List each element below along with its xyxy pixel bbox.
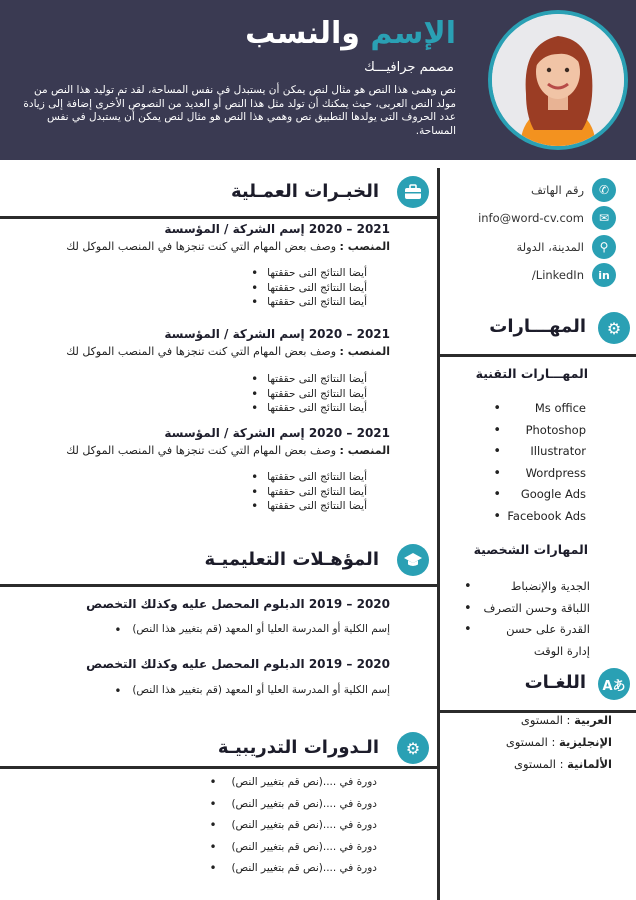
- contact-location: [446, 235, 616, 259]
- technical-skills-list: [493, 398, 586, 527]
- envelope-icon: ✉: [592, 206, 616, 230]
- profile-photo: [492, 14, 624, 146]
- role-text: وصف بعض المهام التي كنت تنجزها في المنصب الموكل لك: [66, 444, 337, 457]
- role-text: وصف بعض المهام التي كنت تنجزها في المنصب الموكل لك: [66, 240, 337, 253]
- courses-title: الـدورات التدريبيـة: [217, 737, 379, 758]
- education-detail: [114, 684, 390, 696]
- header-banner: [0, 0, 636, 160]
- list-item: Photoshop •: [493, 420, 586, 442]
- gear-icon: ⚙: [397, 732, 429, 764]
- candidate-name: [245, 16, 456, 51]
- list-item: أيضا النتائج التى حققتها •: [251, 295, 367, 310]
- list-item: أيضا النتائج التى حققتها •: [251, 470, 367, 485]
- language-name: الإنجليزية: [559, 735, 612, 749]
- list-item: Ms office •: [493, 398, 586, 420]
- experience-title: الخبـرات العمـلية: [230, 181, 379, 202]
- language-item: [506, 735, 612, 749]
- personal-skills-title: المهارات الشخصية: [473, 542, 588, 557]
- list-item: أيضا النتائج التى حققتها •: [251, 281, 367, 296]
- achievements-list: [251, 372, 367, 416]
- cap-shape: [403, 552, 423, 568]
- job-heading: 2021 – 2020 إسم الشركة / المؤسسة: [164, 327, 390, 341]
- courses-underline: [0, 766, 437, 769]
- translate-icon: Aあ: [598, 668, 630, 700]
- briefcase-shape: [404, 184, 422, 200]
- contact-email: [446, 206, 616, 230]
- language-level: : المستوى: [513, 757, 564, 771]
- name-second-part: والنسب: [245, 16, 360, 51]
- graduation-cap-icon: [397, 544, 429, 576]
- education-heading: 2020 – 2019 الدبلوم المحصل عليه وكذلك التخصص: [86, 597, 390, 611]
- languages-title: اللغـات: [524, 672, 586, 693]
- location-pin-icon: ⚲: [592, 235, 616, 259]
- list-item: الجدية والإنضباط •: [464, 576, 590, 598]
- role-text: وصف بعض المهام التي كنت تنجزها في المنصب الموكل لك: [66, 345, 337, 358]
- skills-underline: [440, 354, 636, 357]
- phone-icon: ✆: [592, 178, 616, 202]
- linkedin-text: /LinkedIn: [531, 268, 584, 282]
- list-item: أيضا النتائج التى حققتها •: [251, 372, 367, 387]
- language-level: : المستوى: [520, 713, 571, 727]
- list-item: دورة في ....(نص قم بتغيير النص) •: [209, 815, 377, 837]
- list-item: أيضا النتائج التى حققتها •: [251, 485, 367, 500]
- contact-phone: [446, 178, 616, 202]
- list-item: أيضا النتائج التى حققتها •: [251, 266, 367, 281]
- main-column: [0, 160, 437, 900]
- language-level: : المستوى: [505, 735, 556, 749]
- briefcase-icon: [397, 176, 429, 208]
- list-item: أيضا النتائج التى حققتها •: [251, 499, 367, 514]
- role-label: المنصب :: [339, 240, 390, 253]
- email-text: info@word-cv.com: [478, 211, 584, 225]
- linkedin-icon: in: [592, 263, 616, 287]
- list-item: دورة في ....(نص قم بتغيير النص) •: [209, 858, 377, 880]
- list-item: Illustrator •: [493, 441, 586, 463]
- achievements-list: [251, 470, 367, 514]
- contact-linkedin: [446, 263, 616, 287]
- list-item: Google Ads •: [493, 484, 586, 506]
- list-item: اللباقة وحسن التصرف •: [464, 598, 590, 620]
- courses-list: [209, 772, 377, 880]
- profile-photo-frame: [488, 10, 628, 150]
- profile-summary: نص وهمى هذا النص هو مثال لنص يمكن أن يستبدل في نفس المساحة، لقد تم توليد هذا النص من مولد النص العربى، حيث يمكنك أن تولد مثل هذا النص أو العديد من النصوص الأخرى إضافة إلى زيادة عدد الحروف التى يولدها التطبيق نص وهمي هذا النص هو مثال لنص يمكن أن يستبدل في نفس المساحة.: [23, 84, 456, 137]
- job-role: [66, 240, 390, 253]
- list-item: القدرة على حسن إدارة الوقت •: [464, 619, 590, 662]
- list-item: إسم الكلية أو المدرسة العليا أو المعهد (قم بتغيير هذا النص) •: [114, 684, 390, 696]
- list-item: دورة في ....(نص قم بتغيير النص) •: [209, 794, 377, 816]
- experience-underline: [0, 216, 437, 219]
- education-detail: [114, 623, 390, 635]
- role-label: المنصب :: [339, 444, 390, 457]
- sidebar: [440, 160, 636, 900]
- list-item: Wordpress •: [493, 463, 586, 485]
- list-item: أيضا النتائج التى حققتها •: [251, 401, 367, 416]
- education-title: المؤهـلات التعليميـة: [204, 549, 379, 570]
- job-heading: 2021 – 2020 إسم الشركة / المؤسسة: [164, 222, 390, 236]
- person-portrait-icon: [492, 14, 624, 146]
- language-name: الألمانية: [567, 757, 612, 771]
- list-item: دورة في ....(نص قم بتغيير النص) •: [209, 772, 377, 794]
- achievements-list: [251, 266, 367, 310]
- technical-skills-title: المهـــارات التقنية: [475, 366, 588, 381]
- list-item: Facebook Ads •: [493, 506, 586, 528]
- language-name: العربية: [574, 713, 612, 727]
- gear-icon: ⚙: [598, 312, 630, 344]
- role-label: المنصب :: [339, 345, 390, 358]
- list-item: إسم الكلية أو المدرسة العليا أو المعهد (قم بتغيير هذا النص) •: [114, 623, 390, 635]
- phone-text: رقم الهاتف: [531, 183, 584, 197]
- skills-title: المهـــارات: [489, 316, 586, 337]
- job-role: [66, 345, 390, 358]
- job-role: [66, 444, 390, 457]
- education-heading: 2020 – 2019 الدبلوم المحصل عليه وكذلك التخصص: [86, 657, 390, 671]
- name-first-part: الإسم: [370, 16, 456, 51]
- job-title: مصمم جرافيـــك: [364, 60, 454, 75]
- education-underline: [0, 584, 437, 587]
- list-item: دورة في ....(نص قم بتغيير النص) •: [209, 837, 377, 859]
- language-item: [514, 757, 612, 771]
- location-text: المدينة، الدولة: [516, 240, 584, 254]
- list-item: أيضا النتائج التى حققتها •: [251, 387, 367, 402]
- language-item: [521, 713, 612, 727]
- job-heading: 2021 – 2020 إسم الشركة / المؤسسة: [164, 426, 390, 440]
- personal-skills-list: [464, 576, 590, 662]
